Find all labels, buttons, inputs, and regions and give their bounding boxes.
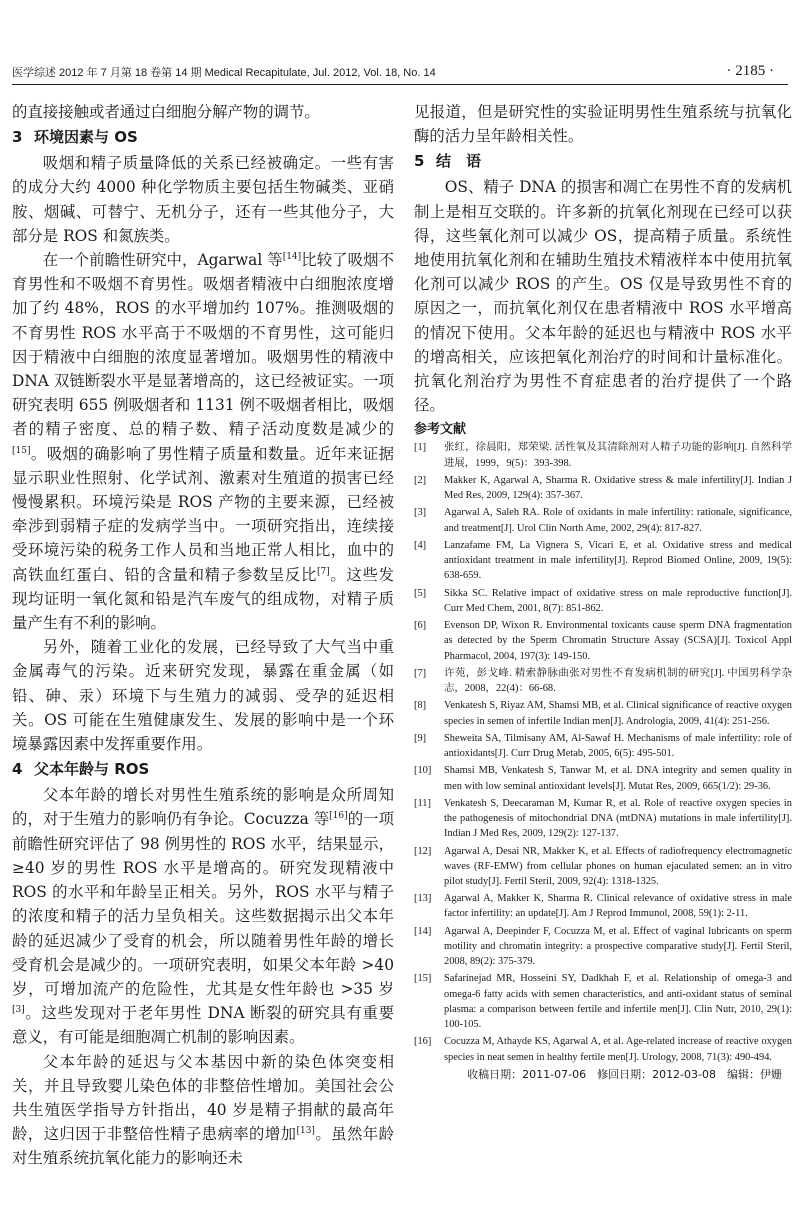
reference-number: [10] (414, 765, 432, 777)
section-heading-3 (12, 125, 394, 150)
section-title: 环境因素与 OS (34, 128, 138, 147)
reference-text: Venkatesh S, Riyaz AM, Shamsi MB, et al. Clinical significance of reactive oxygen species in semen of infertile Indian men[J]. Andrologia, 2009, 41(4): 251-256. (444, 700, 792, 727)
reference-item (414, 763, 792, 793)
reference-number: [2] (414, 474, 427, 486)
paragraph: 吸烟和精子质量降低的关系已经被确定。一些有害的成分大约 4000 种化学物质主要包括生物碱类、亚硝胺、烟碱、可替宁、无机分子，还有一些其他分子，大部分是 ROS 和氮族类。 (12, 154, 394, 245)
reference-text: Evenson DP, Wixon R. Environmental toxicants cause sperm DNA fragmentation as detected by the Sperm Chromatin Structure Assay (SCSA)[J]. Toxicol Appl Pharmacol, 2004, 197(3): 149-150. (444, 620, 792, 662)
reference-text: Venkatesh S, Deecaraman M, Kumar R, et al. Role of reactive oxygen species in the pathogenesis of mitochondrial DNA (mtDNA) mutations in male infertility[J]. Indian J Med Res, 2009, 129(2): 127-137. (444, 797, 792, 840)
reference-text: Agarwal A, Makker K, Sharma R. Clinical relevance of oxidative stress in male factor infertility: an update[J]. Am J Reprod Immunol, 2008, 59(1): 2-11. (444, 893, 792, 920)
reference-number: [3] (414, 507, 427, 519)
reference-text: Cocuzza M, Athayde KS, Agarwal A, et al. Age-related increase of reactive oxygen species in neat semen in healthy fertile men[J]. Urology, 2008, 71(3): 490-494. (444, 1036, 792, 1063)
reference-item (414, 698, 792, 728)
reference-text: Makker K, Agarwal A, Sharma R. Oxidative stress & male infertility[J]. Indian J Med Res, 2009, 129(4): 357-367. (444, 474, 792, 502)
reference-item (414, 666, 792, 696)
reference-text: Agarwal A, Desai NR, Makker K, et al. Effects of radiofrequency electromagnetic waves (RF-EMW) from cellular phones on human ejaculated semen: an in vitro pilot study[J]. Fertil Steril, 2009, 92(4): 1318-1325. (444, 845, 792, 887)
reference-number: [8] (414, 700, 427, 712)
text-run: 比较了吸烟不育男性和不吸烟不育男性。吸烟者精液中白细胞浓度增加了约 48%，ROS 的水平增加约 107%。推测吸烟的不育男性 ROS 水平高于不吸烟的不育男性，这可能归因于精液中白细胞的浓度显著增加。吸烟男性的精液中 DNA 双链断裂水平是显著增高的，这已经被证实。一项研究表明 655 例吸烟者和 1131 例不吸烟者相比，吸烟者的精子密度、总的精子数、精子活动度数是减少的 (12, 251, 394, 439)
reference-text: Sikka SC. Relative impact of oxidative stress on male reproductive function[J]. Curr Med Chem, 2001, 8(7): 851-862. (444, 587, 792, 614)
reference-item (414, 586, 792, 616)
reference-item (414, 473, 792, 503)
reference-number: [4] (414, 539, 427, 551)
reference-number: [12] (414, 845, 432, 857)
journal-header: 医学综述 2012 年 7 月第 18 卷第 14 期 Medical Recapitulate, Jul. 2012, Vol. 18, No. 14 (12, 67, 436, 79)
reference-text: Agarwal A, Saleh RA. Role of oxidants in male infertility: rationale, significance, and treatment[J]. Urol Clin North Ame, 2002, 29(4): 817-827. (444, 507, 792, 534)
section-number: 3 (12, 128, 23, 147)
section-number: 5 (414, 152, 425, 171)
left-column (12, 100, 394, 1171)
reference-item (414, 891, 792, 921)
reference-number: [16] (414, 1036, 432, 1048)
reference-item (414, 731, 792, 761)
citation: [14] (282, 251, 302, 262)
reference-item (414, 971, 792, 1032)
reference-text: Lanzafame FM, La Vignera S, Vicari E, et al. Oxidative stress and medical antioxidant treatment in male infertility[J]. Reprod Biomed Online, 2009, 19(5): 638-659. (444, 539, 792, 582)
section-title: 父本年龄与 ROS (34, 760, 150, 779)
reference-item (414, 924, 792, 970)
text-run: 父本年龄的增长对男性生殖系统的影响是众所周知的，对于生殖力的影响仍有争论。Cocuzza 等 (12, 786, 394, 829)
reference-item (414, 796, 792, 842)
reference-item (414, 505, 792, 535)
reference-item (414, 618, 792, 664)
text-run: 。这些发现均证明一氧化氮和铅是汽车废气的组成物，对精子质量产生有不利的影响。 (12, 565, 394, 633)
reference-number: [6] (414, 620, 427, 632)
running-header (12, 58, 788, 85)
paragraph: 的直接接触或者通过白细胞分解产物的调节。 (12, 103, 320, 121)
paragraph (12, 783, 394, 1049)
reference-text: 张红，徐晨阳，郑荣梁. 活性氧及其清除剂对人精子功能的影响[J]. 自然科学进展，1999，9(5)：393-398. (444, 442, 792, 469)
reference-text: 许苑，彭戈峰. 精索静脉曲张对男性不育发病机制的研究[J]. 中国男科学杂志，2008，22(4)：66-68. (444, 667, 792, 695)
citation: [3] (12, 1004, 25, 1015)
reference-number: [9] (414, 732, 427, 744)
reference-number: [15] (414, 973, 432, 985)
section-title: 结 语 (436, 152, 482, 171)
reference-number: [5] (414, 587, 427, 599)
reference-list (414, 440, 792, 1064)
right-column (414, 100, 792, 1083)
text-run: 。这些发现对于老年男性 DNA 断裂的研究具有重要意义，有可能是细胞凋亡机制的影响因素。 (12, 1004, 394, 1047)
citation: [15] (12, 445, 31, 456)
citation: [16] (329, 811, 348, 822)
section-number: 4 (12, 760, 23, 779)
paragraph (12, 248, 394, 635)
reference-text: Sheweita SA, Tilmisany AM, Al-Sawaf H. Mechanisms of male infertility: role of antioxidants[J]. Curr Drug Metab, 2005, 6(5): 495-501. (444, 732, 792, 760)
references-heading: 参考文献 (414, 422, 467, 438)
reference-item (414, 538, 792, 584)
reference-item (414, 1034, 792, 1064)
reference-number: [13] (414, 893, 432, 905)
manuscript-dates: 收稿日期：2011-07-06 修回日期：2012-03-08 编辑：伊姗 (467, 1067, 782, 1081)
text-run: 。虽然年龄对生殖系统抗氧化能力的影响还未 (12, 1125, 394, 1168)
paragraph (12, 1050, 394, 1171)
text-run: 父本年龄的延迟与父本基因中新的染色体突变相关，并且导致婴儿染色体的非整倍性增加。美国社会公共生殖医学指导方针指出，40 岁是精子捐献的最高年龄，这归因于非整倍性精子患病率的增加 (12, 1052, 394, 1144)
reference-number: [11] (414, 797, 431, 809)
citation: [7] (317, 566, 330, 577)
text-run: 的一项前瞻性研究评估了 98 例男性的 ROS 水平，结果显示，≥40 岁的男性 ROS 水平是增高的。研究发现精液中 ROS 的水平和年龄呈正相关。另外，ROS 水平与精子的浓度和精子的活力呈负相关。这些数据揭示出父本年龄的延迟减少了受育的机会，所以随着男性年龄的增长受育机会是减少的。一项研究表明，如果父本年龄 >40 岁，可增加流产的危险性，尤其是女性年龄也 >35 岁 (12, 810, 394, 998)
section-heading-5 (414, 149, 792, 174)
reference-text: Safarinejad MR, Hosseini SY, Dadkhah F, et al. Relationship of omega-3 and omega-6 fatty acids with semen characteristics, and anti-oxidant status of seminal plasma: a comparison between fertile and infertile men[J]. Clin Nutr, 2010, 29(1): 100-105. (444, 973, 792, 1031)
reference-text: Agarwal A, Deepinder F, Cocuzza M, et al. Effect of vaginal lubricants on sperm motility and chromatin integrity: a prospective comparative study[J]. Fertil Steril, 2008, 89(2): 375-379. (444, 925, 792, 968)
paragraph: 另外，随着工业化的发展，已经导致了大气当中重金属毒气的污染。近来研究发现，暴露在重金属（如铅、砷、汞）环境下与生殖力的减弱、受孕的延迟相关。OS 可能在生殖健康发生、发展的影响中是一个环境暴露因素中发挥重要作用。 (12, 638, 394, 754)
section-heading-4 (12, 757, 394, 782)
reference-item (414, 440, 792, 470)
reference-item (414, 844, 792, 890)
reference-number: [7] (414, 667, 427, 679)
paragraph: 见报道，但是研究性的实验证明男性生殖系统与抗氧化酶的活力呈年龄相关性。 (414, 103, 792, 146)
reference-text: Shamsi MB, Venkatesh S, Tanwar M, et al. DNA integrity and semen quality in men with low seminal antioxidant levels[J]. Mutat Res, 2009, 665(1/2): 29-36. (444, 765, 792, 792)
reference-number: [14] (414, 925, 432, 937)
reference-number: [1] (414, 442, 427, 454)
text-run: 。吸烟的确影响了男性精子质量和数量。近年来证据显示职业性照射、化学试剂、激素对生殖道的损害已经慢慢累积。环境污染是 ROS 产物的主要来源，已经被牵涉到弱精子症的发病学当中。一项研究指出，连续接受环境污染的税务工作人员和当地正常人相比，血中的高铁血红蛋白、铅的含量和精子参数呈反比 (12, 444, 394, 584)
text-run: 在一个前瞻性研究中，Agarwal 等 (42, 251, 283, 270)
citation: [13] (296, 1126, 315, 1136)
page-number: · 2185 · (726, 63, 774, 79)
paragraph: OS、精子 DNA 的损害和凋亡在男性不育的发病机制上是相互交联的。许多新的抗氧化剂现在已经可以获得，这些氧化剂可以减少 OS，提高精子质量。系统性地使用抗氧化剂和在辅助生殖技术精液样本中使用抗氧化剂可以减少 ROS 的产生。OS 仅是导致男性不育的原因之一，而抗氧化剂仅在患者精液中 ROS 水平增高的情况下使用。父本年龄的延迟也与精液中 ROS 水平的增高相关，应该把氧化剂治疗的时间和计量标准化。抗氧化剂治疗为男性不育症患者的治疗提供了一个路径。 (414, 178, 792, 415)
